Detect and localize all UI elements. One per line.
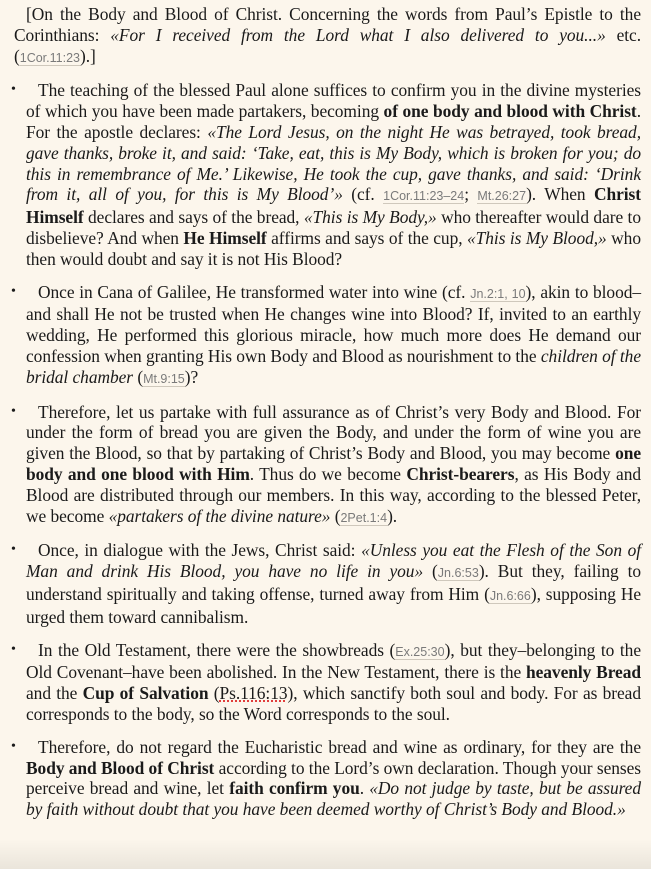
emphasis: Christ Himself xyxy=(26,184,641,228)
emphasis: faith confirm you xyxy=(229,778,360,799)
emphasis: Christ-bearers xyxy=(406,463,515,484)
quote: «The Lord Jesus, on the night He was betrayed, took bread, gave thanks, broke it, and said: ‘Take, eat, this is My Body, which is broken for you; do this in remembrance of Me.’ Likewise, He took the cup, gave thanks, and said: ‘Drink from it, all of you, for this is My Blood’» xyxy=(26,121,641,205)
text: Therefore, do not regard the Eucharistic bread and wine as ordinary, for they are the xyxy=(38,736,641,757)
text: (cf. xyxy=(342,184,384,205)
text: ), supposing He urged them toward cannibalism. xyxy=(26,583,641,627)
scripture-ref-link[interactable]: 1Cor.11:23–24 xyxy=(383,189,465,204)
emphasis: heavenly Bread xyxy=(526,662,641,683)
text: The teaching of the blessed Paul alone suffices to confirm you in the divine mysteries of which you have been made partakers, becoming xyxy=(26,80,641,122)
text: who then would doubt and say it is not His Blood? xyxy=(26,227,641,269)
list-item xyxy=(12,640,641,725)
list-item xyxy=(12,282,641,390)
emphasis: Cup of Salvation xyxy=(82,683,209,704)
text: affirms and says of the cup, xyxy=(266,227,467,248)
scripture-ref-link[interactable]: 1Cor.11:23 xyxy=(19,50,80,65)
bullet-icon: • xyxy=(11,283,16,299)
text: ), which sanctify both soul and body. For as bread corresponds to the body, so the Word corresponds to the soul. xyxy=(26,683,641,724)
text: and the xyxy=(26,683,83,704)
intro-text: ).] xyxy=(79,45,96,66)
paragraph-list xyxy=(12,80,641,820)
quote: «This is My Blood,» xyxy=(467,227,607,248)
emphasis: one body and one blood with Him xyxy=(26,443,641,484)
bullet-icon: • xyxy=(11,641,16,657)
emphasis: Body and Blood of Christ xyxy=(26,757,215,778)
scripture-ref-link[interactable]: Mt.9:15 xyxy=(143,371,185,386)
text: ), akin to blood–and shall He not be trusted when He changes wine into Blood? If, invited to an earthly wedding, He performed this glorious miracle, how much more does He demand our confession when granting His own Body and Blood as nourishment to the xyxy=(26,281,642,366)
text: ), but they–belonging to the Old Covenant–have been abolished. In the New Testament, there is the xyxy=(26,639,641,683)
text: . For the apostle declares: xyxy=(26,101,641,142)
text: ( xyxy=(133,366,144,387)
text: ). But they, failing to understand spiritually and taking offense, turned away from Him ( xyxy=(26,561,641,604)
quote: «partakers of the divine nature» xyxy=(108,505,331,526)
emphasis: of one body and blood with Christ xyxy=(383,101,637,122)
scripture-ref-link-unresolved[interactable]: Ps.116:13 xyxy=(219,683,288,704)
bullet-icon: • xyxy=(11,542,16,558)
intro-text: [On the Body and Blood of Christ. Concerning the words from Paul’s Epistle to the Corinthians: xyxy=(14,4,641,45)
text: ( xyxy=(423,561,438,582)
text: declares and says of the bread, xyxy=(83,207,304,228)
quote: «This is My Body,» xyxy=(303,207,437,228)
scripture-ref-link[interactable]: Jn.6:53 xyxy=(437,566,479,581)
text: Once, in dialogue with the Jews, Christ said: xyxy=(38,540,362,561)
text: . Thus do we become xyxy=(249,463,407,484)
text: Therefore, let us partake with full assurance as of Christ’s very Body and Blood. For under the form of bread you are given the Body, and under the form of wine you are given the Blood, so that by partaking of Christ’s Body and Blood, you may become xyxy=(26,401,641,464)
scripture-ref-link[interactable]: Ex.25:30 xyxy=(395,644,445,659)
intro-heading xyxy=(12,4,641,68)
intro-quote: «For I received from the Lord what I also delivered to you...» xyxy=(110,24,606,45)
emphasis: He Himself xyxy=(183,227,267,248)
bullet-icon: • xyxy=(11,82,16,98)
text: ( xyxy=(208,683,220,704)
bottom-scroll-shadow xyxy=(0,839,651,869)
list-item xyxy=(12,402,641,529)
scripture-ref-link[interactable]: Jn.6:66 xyxy=(489,588,531,603)
text: Once in Cana of Galilee, He transformed water into wine (cf. xyxy=(38,281,471,302)
intro-text: etc. ( xyxy=(14,24,642,66)
text: , as His Body and Blood are distributed through our members. In this way, according to the blessed Peter, we become xyxy=(26,463,641,526)
text: ; xyxy=(464,184,478,205)
text: ( xyxy=(330,505,341,526)
text: ). When xyxy=(526,184,594,205)
bullet-icon: • xyxy=(11,403,16,419)
list-item xyxy=(12,540,641,627)
quote: «Do not judge by taste, but be assured by faith without doubt that you have been deemed worthy of Christ’s Body and Blood.» xyxy=(26,778,641,820)
text: In the Old Testament, there were the showbreads ( xyxy=(38,639,396,660)
quote: children of the bridal chamber xyxy=(26,345,641,387)
scripture-ref-link[interactable]: 2Pet.1:4 xyxy=(340,510,388,525)
text: according to the Lord’s own declaration. Though your senses perceive bread and wine, let xyxy=(26,757,641,799)
text: )? xyxy=(184,366,199,387)
scripture-ref-link[interactable]: Mt.26:27 xyxy=(477,189,527,204)
scripture-ref-link[interactable]: Jn.2:1, 10 xyxy=(470,286,526,301)
list-item xyxy=(12,737,641,820)
quote: «Unless you eat the Flesh of the Son of Man and drink His Blood, you have no life in you» xyxy=(26,540,641,582)
text: who thereafter would dare to disbelieve? And when xyxy=(26,207,641,248)
text: ). xyxy=(387,505,398,526)
bullet-icon: • xyxy=(11,738,16,754)
list-item xyxy=(12,80,641,269)
text: . xyxy=(359,778,370,799)
